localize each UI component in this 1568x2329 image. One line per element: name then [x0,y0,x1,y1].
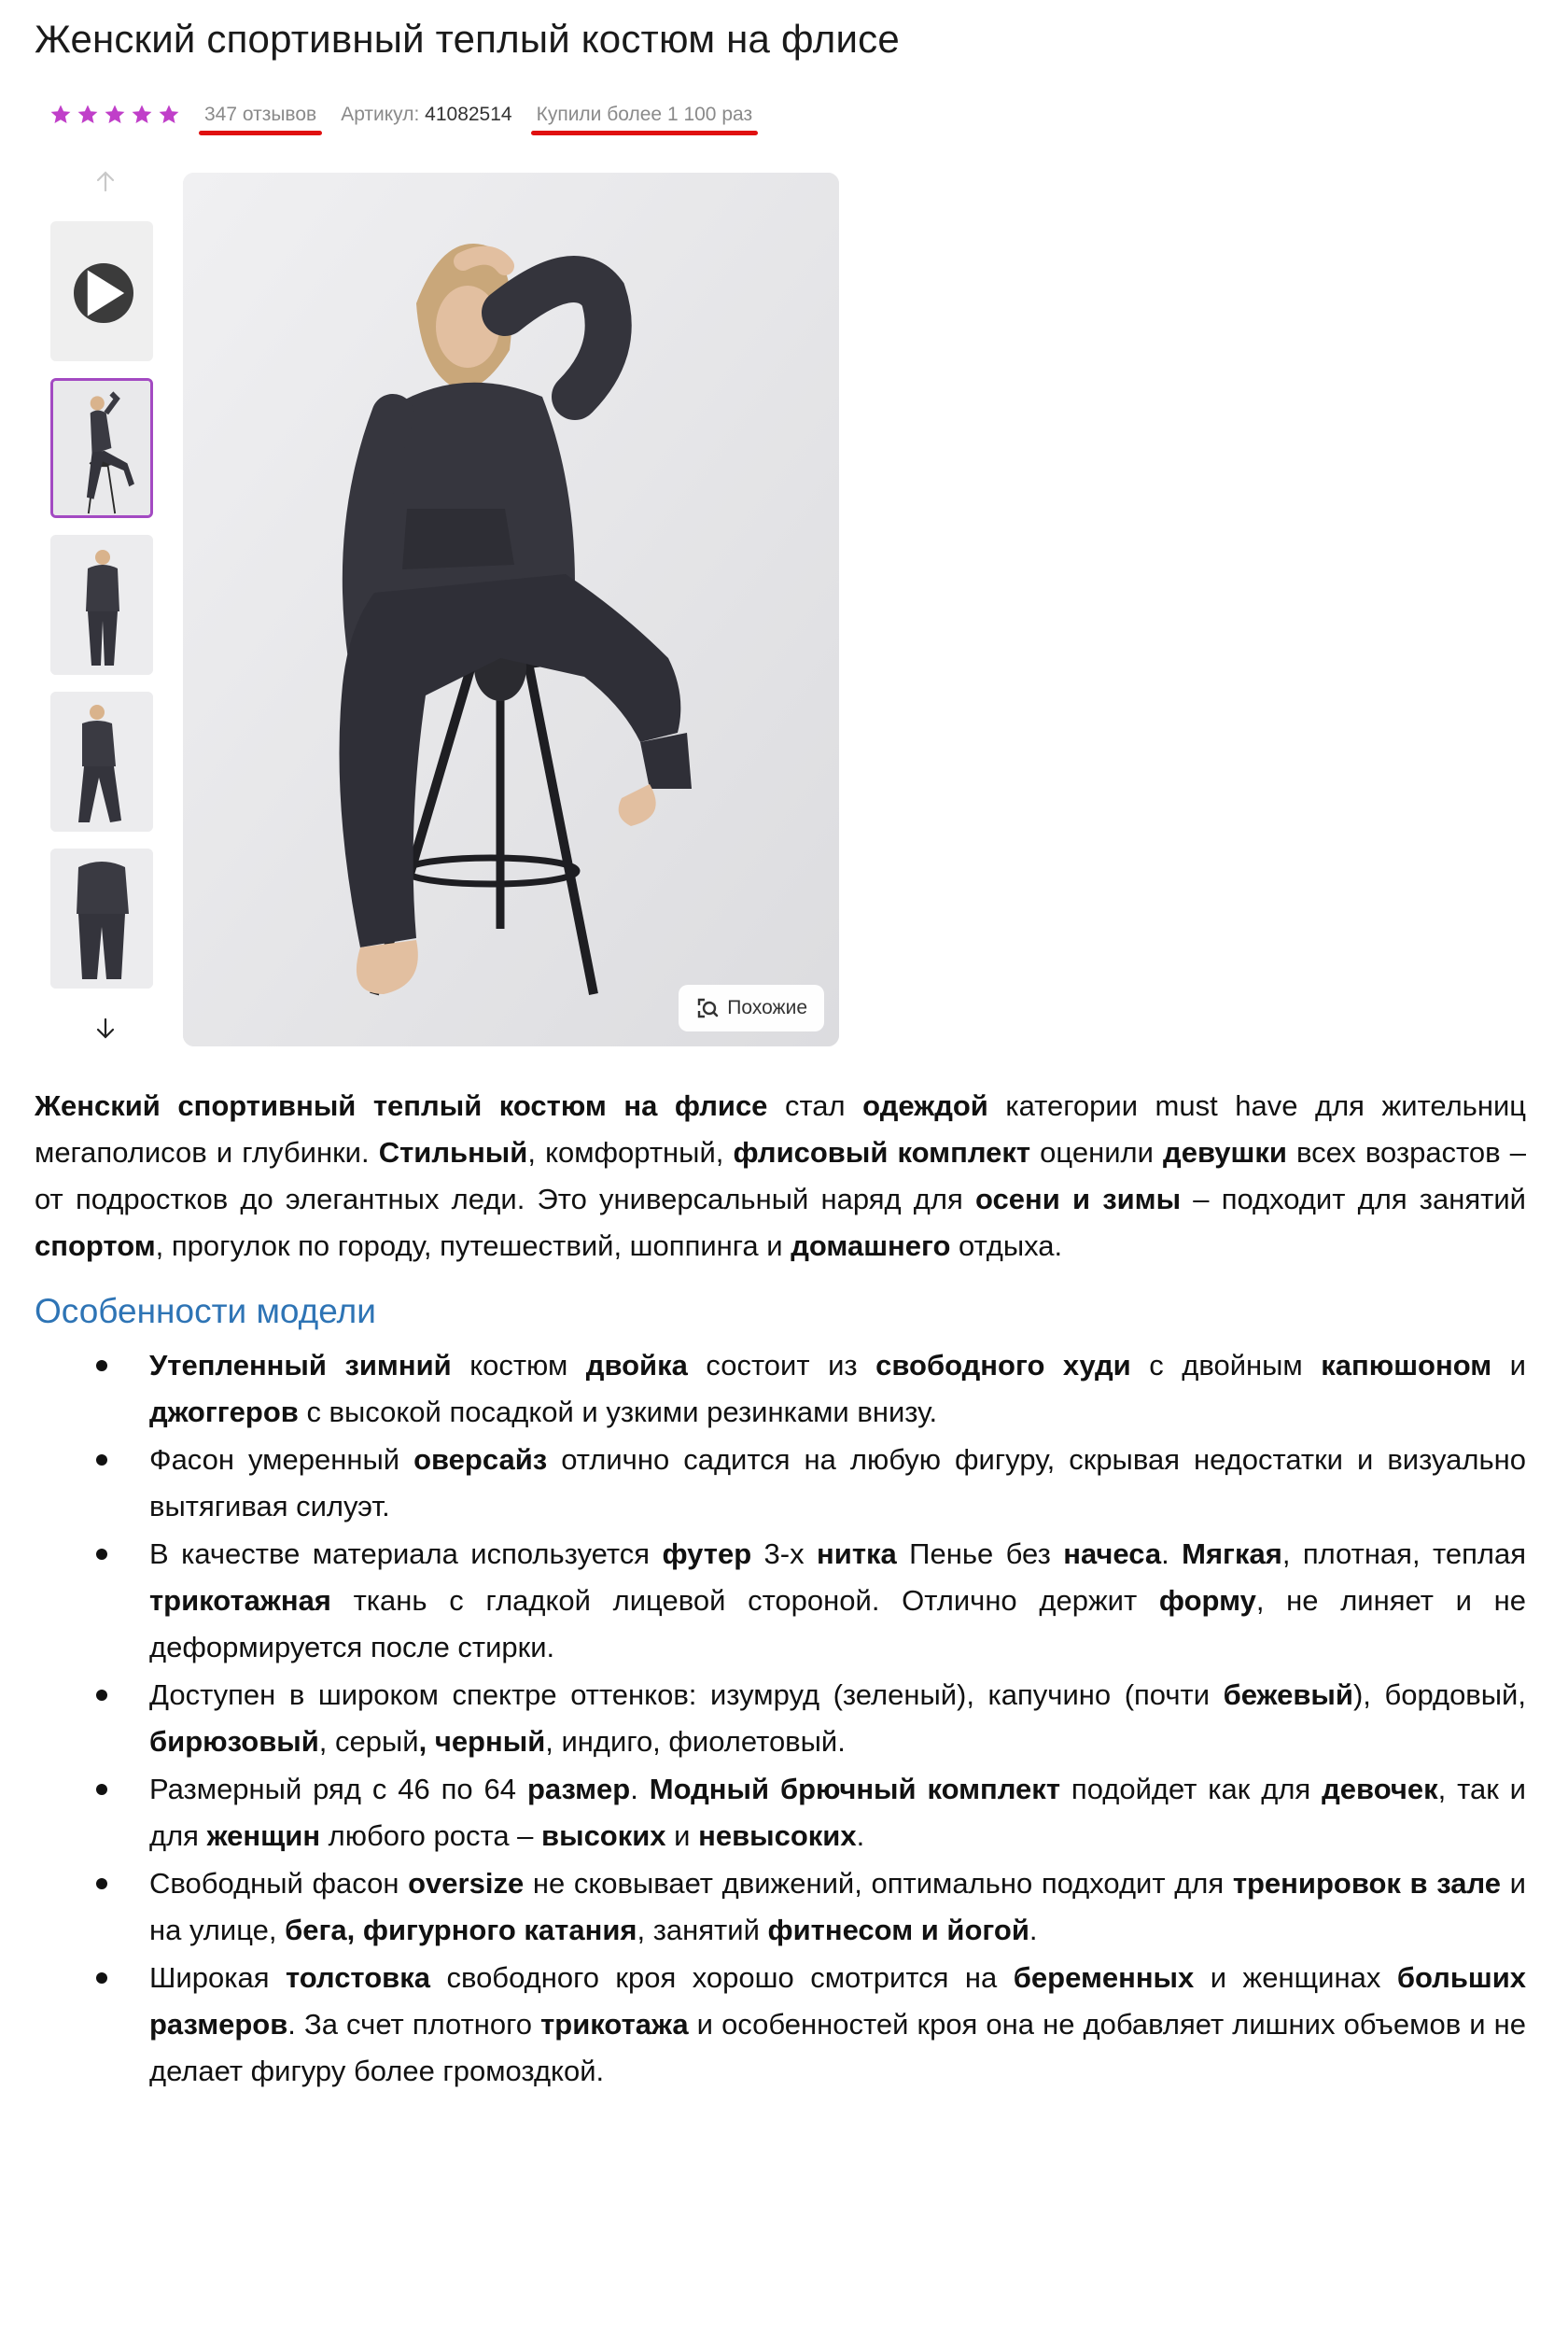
thumbnail-photo-1[interactable] [50,378,153,518]
star-icon [49,104,72,126]
bold-text: толстовка [285,1961,430,1994]
text: В качестве материала используется [149,1537,663,1570]
product-description [35,1083,1526,2096]
arrow-down-icon[interactable] [91,1014,120,1044]
bold-text: высоких [541,1819,666,1852]
similar-search-icon [695,996,720,1020]
purchases-count: Купили более 1 100 раз [536,104,753,125]
text: ), бордовый, [1352,1678,1526,1711]
sku-label: Артикул: [341,104,420,125]
text: с двойным [1130,1349,1322,1382]
text: свободного кроя хорошо смотрится на [429,1961,1014,1994]
bold-text: фитнесом и йогой [767,1914,1029,1946]
bold-text: больших размеров [149,1961,1527,2041]
text: всех возрастов – от подростков до элегантных леди. Это универсальный наряд для [35,1136,1526,1215]
feature-item [35,1860,1526,1954]
bold-text: Женский спортивный теплый костюм на флисе [35,1089,768,1122]
text: подойдет как для [1060,1773,1323,1805]
thumbnail-photo-3[interactable] [50,692,153,832]
bold-text: домашнего [791,1229,951,1262]
bold-text: беременных [1013,1961,1195,1994]
bold-text: Мягкая [1182,1537,1282,1570]
page-title: Женский спортивный теплый костюм на флисе [35,17,900,61]
product-meta [49,96,777,133]
text: , плотная, теплая [1281,1537,1526,1570]
star-icon [77,104,99,126]
text: , так и для [149,1773,1526,1852]
bold-text: девочек [1322,1773,1438,1805]
bold-text: одеждой [862,1089,988,1122]
bold-text: оверсайз [413,1443,548,1476]
bold-text: капюшоном [1321,1349,1492,1382]
bold-text: флисовый комплект [733,1136,1031,1169]
bold-text: невысоких [698,1819,857,1852]
text: – подходит для занятий [1181,1183,1526,1215]
text: не сковывает движений, оптимально подходит для [524,1867,1233,1900]
feature-item [35,1531,1526,1671]
bold-text: бежевый [1223,1678,1353,1711]
text: , занятий [637,1914,768,1946]
text: отлично садится на любую фигуру, скрывая недостатки и визуально вытягивая силуэт. [149,1443,1526,1522]
bold-text: размер [526,1773,631,1805]
text: с высокой посадкой и узкими резинками внизу. [298,1396,938,1428]
text: 3-х [751,1537,818,1570]
arrow-up-icon[interactable] [91,166,120,196]
text: , прогулок по городу, путешествий, шоппинга и [155,1229,791,1262]
description-paragraph [35,1083,1526,1270]
text: . За счет плотного [287,2008,541,2041]
feature-item [35,1342,1526,1436]
bold-text: футер [662,1537,752,1570]
text: . [630,1773,650,1805]
thumbnail-photo-4[interactable] [50,849,153,989]
feature-item [35,1766,1526,1859]
bold-text: женщин [206,1819,321,1852]
thumbnail-photo-2[interactable] [50,535,153,675]
text: отдыха. [950,1229,1063,1262]
bold-text: форму [1158,1584,1256,1617]
product-main-image[interactable] [183,173,839,1046]
feature-item [35,1672,1526,1765]
text: ткань с гладкой лицевой стороной. Отлично держит [330,1584,1159,1617]
star-icon [131,104,153,126]
text: и [1491,1349,1526,1382]
text: категории must have для жительниц мегаполисов и глубинки. [35,1089,1527,1169]
text: . [1029,1914,1038,1946]
bold-text: свободного худи [875,1349,1131,1382]
play-icon [74,263,133,323]
bold-text: Модный брючный комплект [649,1773,1060,1805]
text: , комфортный, [527,1136,734,1169]
similar-button[interactable] [679,985,824,1031]
product-photo [183,173,839,1046]
bold-text: джоггеров [149,1396,299,1428]
bold-text: трикотажа [540,2008,689,2041]
reviews-link[interactable]: 347 отзывов [204,104,317,125]
text: Пенье без [896,1537,1064,1570]
text: и [665,1819,699,1852]
text: Фасон умеренный [149,1443,414,1476]
bold-text: тренировок в зале [1232,1867,1502,1900]
bold-text: трикотажная [149,1584,331,1617]
star-icon [158,104,180,126]
bold-text: двойка [585,1349,688,1382]
text: , не линяет и не деформируется после стирки. [149,1584,1526,1663]
text: состоит из [687,1349,876,1382]
text: и женщинах [1194,1961,1397,1994]
star-icon [104,104,126,126]
text: . [856,1819,865,1852]
bold-text: Утепленный зимний [149,1349,452,1382]
rating-stars [49,104,180,126]
thumbnail-video[interactable] [50,221,153,361]
text: , серый [318,1725,419,1758]
text: и на улице, [149,1867,1526,1946]
bold-text: , черный [418,1725,546,1758]
features-heading: Особенности модели [35,1292,376,1330]
feature-item [35,1437,1526,1530]
bold-text: начеса [1063,1537,1162,1570]
bold-text: бирюзовый [149,1725,319,1758]
text: Доступен в широком спектре оттенков: изумруд (зеленый), капучино (почти [149,1678,1224,1711]
bold-text: нитка [817,1537,897,1570]
similar-button-label: Похожие [727,997,807,1018]
text: Размерный ряд с 46 по 64 [149,1773,527,1805]
text: , индиго, фиолетовый. [545,1725,846,1758]
bold-text: Стильный [378,1136,528,1169]
bold-text: бега, фигурного катания [285,1914,637,1946]
sku [341,104,511,126]
text: стал [767,1089,863,1122]
text: и особенностей кроя она не добавляет лишних объемов и не делает фигуру более громоздкой. [149,2008,1527,2087]
bold-text: спортом [35,1229,156,1262]
bold-text: девушки [1163,1136,1287,1169]
text: любого роста – [320,1819,542,1852]
bold-text: осени и зимы [974,1183,1182,1215]
feature-item [35,1955,1526,2095]
text: Свободный фасон [149,1867,409,1900]
bold-text: oversize [408,1867,525,1900]
features-list [35,1342,1526,2095]
text: . [1161,1537,1183,1570]
text: Широкая [149,1961,286,1994]
sku-value: 41082514 [425,104,512,125]
text: костюм [451,1349,586,1382]
text: оценили [1030,1136,1164,1169]
